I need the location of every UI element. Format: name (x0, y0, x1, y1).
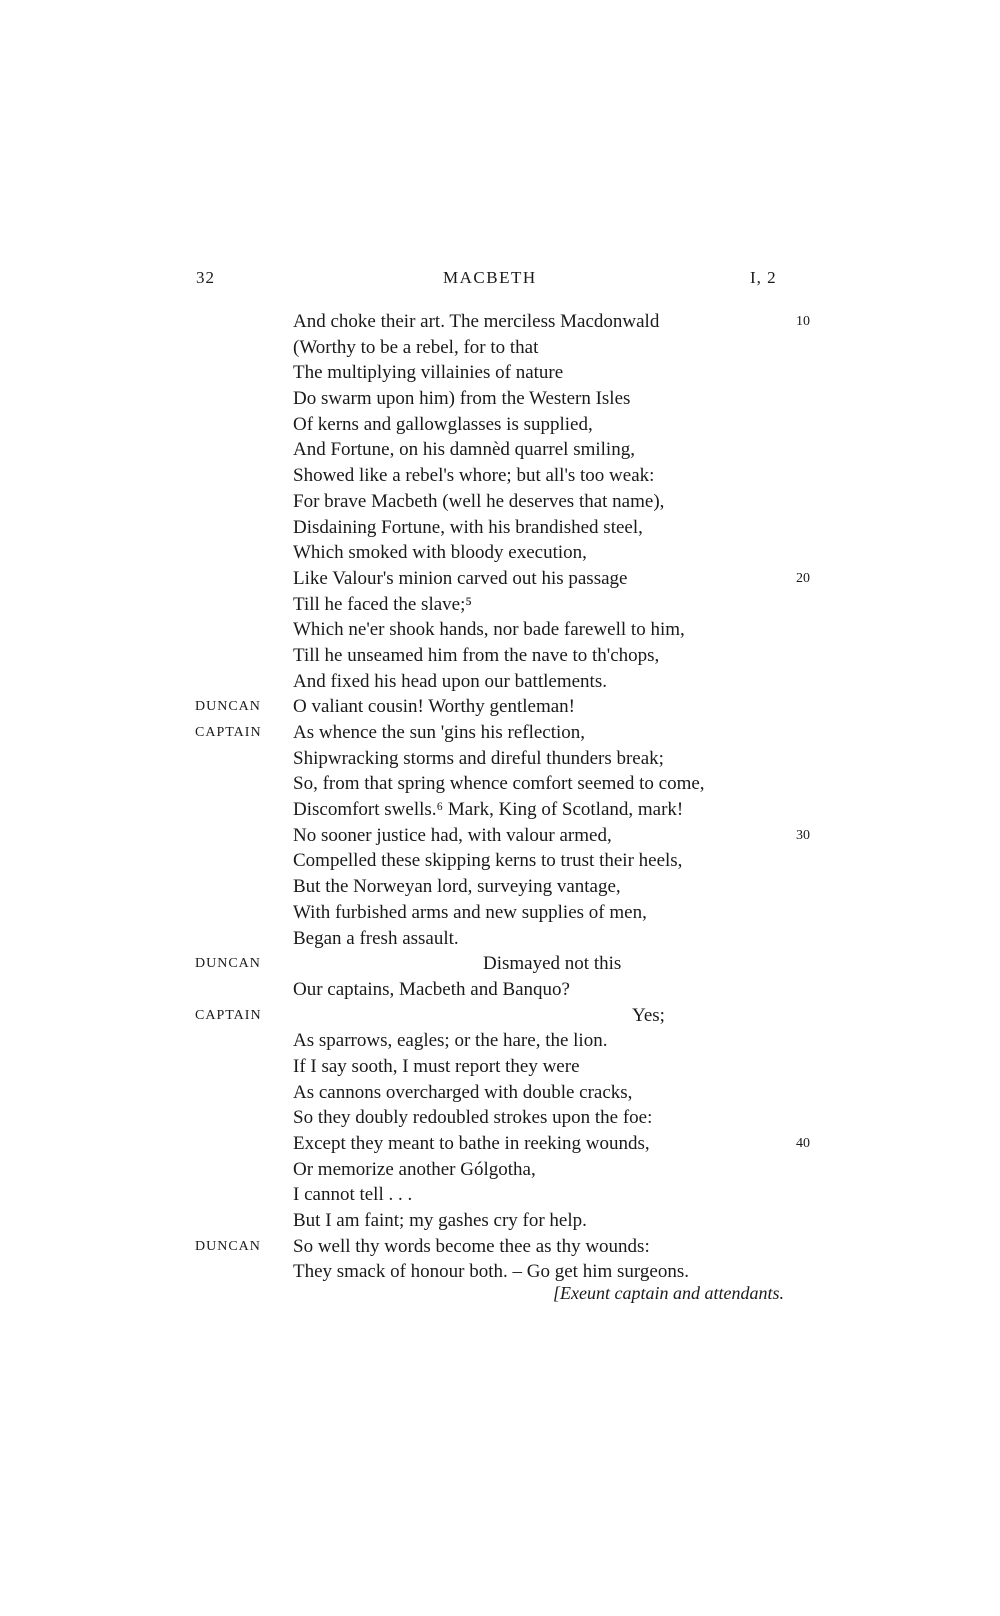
line-text: Began a fresh assault. (293, 927, 459, 949)
line-text: Till he faced the slave;⁵ (293, 593, 472, 615)
line-text: They smack of honour both. – Go get him surgeons. (293, 1261, 689, 1283)
line-text: As sparrows, eagles; or the hare, the lion. (293, 1030, 608, 1052)
line-text: Dismayed not this (483, 953, 622, 975)
verse-line (0, 1080, 1000, 1106)
running-title: MACBETH (443, 268, 537, 287)
verse-line (0, 1131, 1000, 1157)
verse-line (0, 874, 1000, 900)
verse-line (0, 771, 1000, 797)
line-text: Do swarm upon him) from the Western Isles (293, 388, 631, 410)
line-text: Or memorize another Gólgotha, (293, 1158, 536, 1180)
line-text: Of kerns and gallowglasses is supplied, (293, 413, 593, 435)
line-text: So they doubly redoubled strokes upon the foe: (293, 1107, 653, 1129)
line-text: O valiant cousin! Worthy gentleman! (293, 696, 575, 718)
line-text: Except they meant to bathe in reeking wounds, (293, 1133, 650, 1154)
speaker-name: DUNCAN (195, 1238, 261, 1254)
verse-line (0, 1208, 1000, 1234)
line-text: Till he unseamed him from the nave to th'chops, (293, 644, 660, 666)
verse-line (0, 592, 1000, 618)
verse-line (0, 797, 1000, 823)
verse-line (0, 643, 1000, 669)
line-text: Yes; (632, 1004, 665, 1026)
verse-line (0, 1054, 1000, 1080)
verse-line (0, 617, 1000, 643)
verse-line (0, 566, 1000, 592)
verse-line (0, 951, 1000, 977)
line-text: As whence the sun 'gins his reflection, (293, 722, 586, 743)
line-text: Which smoked with bloody execution, (293, 542, 587, 564)
line-text: And Fortune, on his damnèd quarrel smiling, (293, 439, 635, 461)
line-text: Our captains, Macbeth and Banquo? (293, 978, 570, 1000)
verse-line (0, 437, 1000, 463)
line-text: But I am faint; my gashes cry for help. (293, 1210, 587, 1232)
verse-line (0, 412, 1000, 438)
verse-line (0, 669, 1000, 695)
line-text: As cannons overcharged with double cracks, (293, 1081, 633, 1103)
verse-line (0, 720, 1000, 746)
line-text: Which ne'er shook hands, nor bade farewell to him, (293, 619, 685, 641)
verse-line (0, 360, 1000, 386)
speaker-name: CAPTAIN (195, 725, 262, 740)
line-number: 30 (796, 827, 810, 843)
line-text: For brave Macbeth (well he deserves that name), (293, 490, 665, 512)
verse-line (0, 489, 1000, 515)
line-text: So, from that spring whence comfort seemed to come, (293, 773, 705, 795)
verse-line (0, 1157, 1000, 1183)
verse-line (0, 1259, 1000, 1285)
verse-text (0, 309, 1000, 1285)
verse-line (0, 309, 1000, 335)
line-text: And fixed his head upon our battlements. (293, 670, 607, 692)
line-text: Discomfort swells.⁶ Mark, King of Scotland, mark! (293, 799, 684, 821)
line-text: Like Valour's minion carved out his passage (293, 567, 628, 589)
line-text: But the Norweyan lord, surveying vantage, (293, 876, 621, 898)
verse-line (0, 900, 1000, 926)
line-text: No sooner justice had, with valour armed, (293, 824, 612, 846)
line-text: Disdaining Fortune, with his brandished steel, (293, 516, 643, 538)
line-text: With furbished arms and new supplies of men, (293, 901, 647, 923)
speaker-name: DUNCAN (195, 699, 261, 715)
line-number: 20 (796, 570, 810, 586)
verse-line (0, 848, 1000, 874)
stage-direction: [Exeunt captain and attendants. (553, 1283, 784, 1303)
verse-line (0, 823, 1000, 849)
line-number: 10 (796, 314, 810, 329)
line-text: Compelled these skipping kerns to trust their heels, (293, 850, 683, 872)
line-text: So well thy words become thee as thy wounds: (293, 1235, 650, 1257)
line-text: If I say sooth, I must report they were (293, 1055, 580, 1077)
verse-line (0, 1003, 1000, 1029)
verse-line (0, 926, 1000, 952)
act-scene-reference: I, 2 (750, 268, 777, 287)
verse-line (0, 694, 1000, 720)
line-number: 40 (796, 1136, 810, 1151)
line-text: Shipwracking storms and direful thunders break; (293, 747, 664, 769)
verse-line (0, 1028, 1000, 1054)
speaker-name: CAPTAIN (195, 1007, 262, 1023)
verse-line (0, 386, 1000, 412)
verse-line (0, 746, 1000, 772)
speaker-name: DUNCAN (195, 956, 261, 972)
running-header (0, 268, 1000, 292)
verse-line (0, 977, 1000, 1003)
verse-line (0, 1105, 1000, 1131)
line-text: I cannot tell . . . (293, 1184, 413, 1206)
line-text: (Worthy to be a rebel, for to that (293, 336, 539, 358)
page-number: 32 (196, 268, 215, 287)
line-text: The multiplying villainies of nature (293, 362, 564, 384)
verse-line (0, 515, 1000, 541)
line-text: Showed like a rebel's whore; but all's too weak: (293, 465, 655, 487)
verse-line (0, 1182, 1000, 1208)
verse-line (0, 540, 1000, 566)
verse-line (0, 335, 1000, 361)
verse-line (0, 1234, 1000, 1260)
verse-line (0, 463, 1000, 489)
line-text: And choke their art. The merciless Macdonwald (293, 311, 660, 332)
